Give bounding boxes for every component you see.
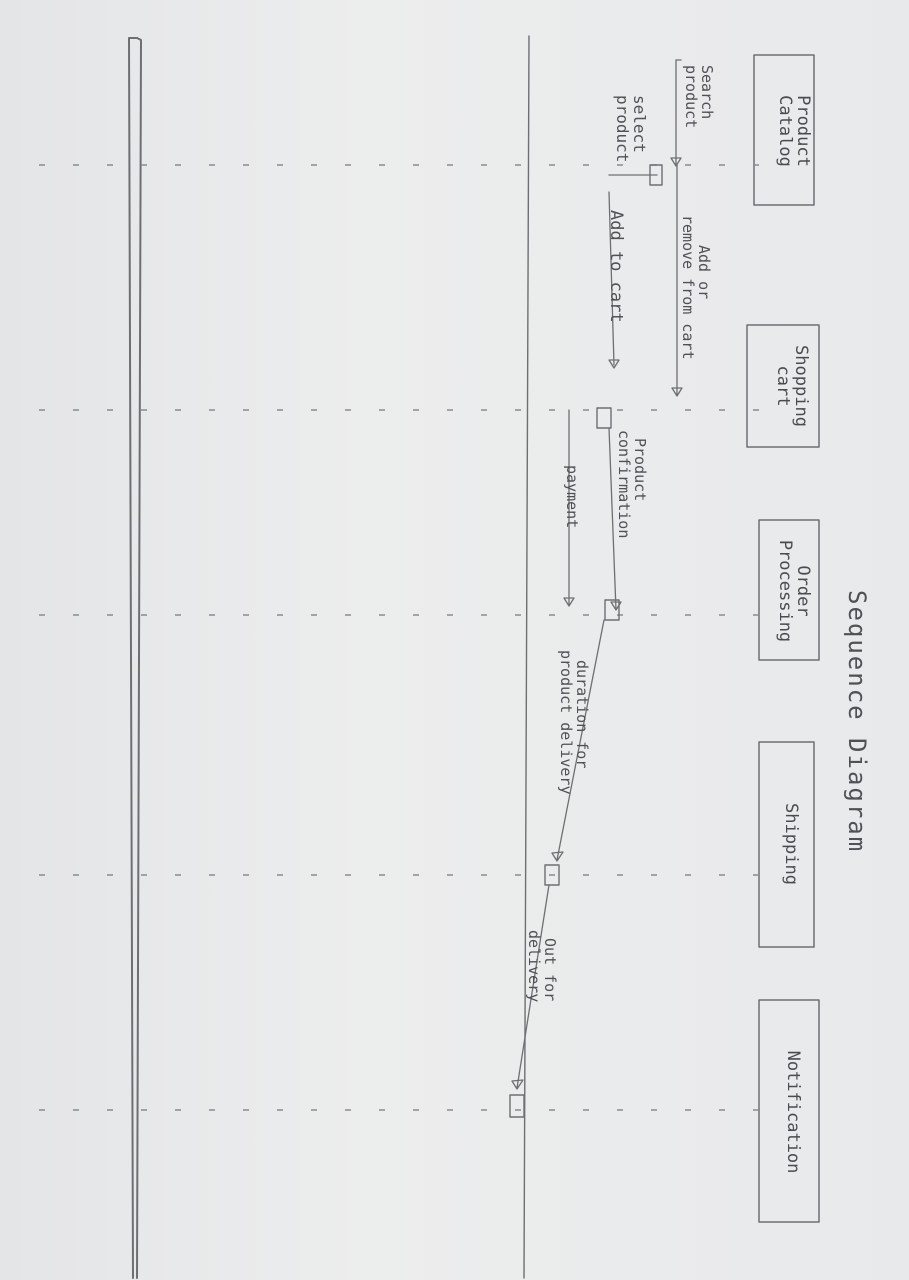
msg-select-line2: product <box>613 95 633 163</box>
msg-add-remove <box>680 215 712 360</box>
actor-cart <box>773 326 809 446</box>
msg-duration-line2: product delivery <box>557 650 576 795</box>
msg-search-line1: Search <box>698 65 716 120</box>
msg-duration-line1: duration for <box>573 660 591 769</box>
msg-payment: payment <box>563 465 581 529</box>
actor-catalog <box>775 58 811 204</box>
actor-order-line1: Order <box>793 565 813 617</box>
msg-search-product <box>683 65 715 128</box>
msg-confirmation-line2: confirmation <box>615 430 634 539</box>
activation-bar-notification <box>510 1095 524 1117</box>
msg-add-remove-line2: remove from cart <box>679 215 698 360</box>
arrow-search-product <box>671 60 681 166</box>
actor-cart-line1: Shopping <box>791 345 811 427</box>
actor-shipping <box>781 744 799 944</box>
boundary-bar-top <box>137 38 141 1278</box>
msg-search-line2: product <box>682 65 701 129</box>
msg-add-to-cart: Add to cart <box>606 210 626 323</box>
diagram-title: Sequence Diagram <box>843 590 871 854</box>
user-lifeline <box>524 36 529 1278</box>
msg-confirmation-line1: Product <box>631 438 649 502</box>
activation-bar-cart <box>597 408 611 428</box>
actor-order-line2: Processing <box>775 539 796 643</box>
msg-select-line1: select <box>630 95 649 153</box>
actor-notification <box>783 1002 801 1222</box>
actor-order <box>775 522 811 660</box>
msg-out-line2: delivery <box>525 930 544 1003</box>
actor-notification-line1: Notification <box>783 1050 803 1174</box>
msg-add-remove-line1: Add or <box>695 245 713 300</box>
msg-select-product <box>613 95 647 162</box>
msg-product-confirmation <box>616 430 648 538</box>
actor-catalog-line1: Product <box>793 95 813 167</box>
msg-out-for-delivery <box>526 930 558 1002</box>
actor-shipping-line1: Shipping <box>781 803 801 885</box>
actor-catalog-line2: Catalog <box>775 95 796 167</box>
msg-out-line1: Out for <box>541 938 559 1002</box>
actor-cart-line2: cart <box>773 365 794 407</box>
msg-duration-delivery <box>558 650 590 795</box>
boundary-bar-bottom <box>129 38 137 1278</box>
